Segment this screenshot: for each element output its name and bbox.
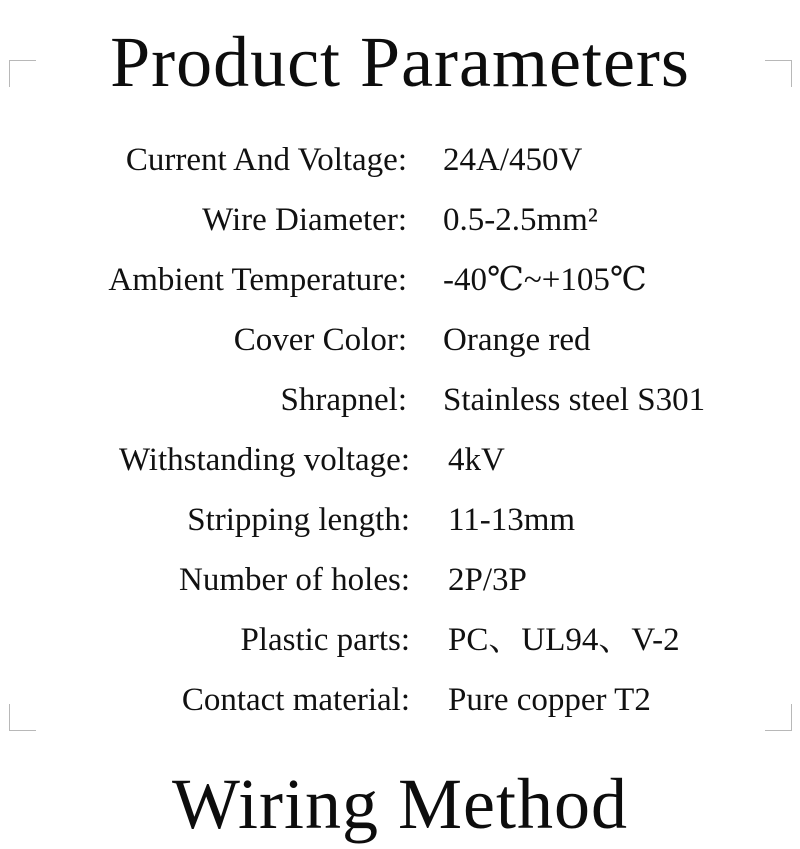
corner-mark-top-left [9,60,36,87]
parameter-row-plastic-parts [0,610,800,670]
parameter-label: Plastic parts: [240,622,410,658]
page-title: Product Parameters [110,22,690,102]
parameter-label: Cover Color: [233,322,407,358]
parameter-value: 0.5-2.5mm² [443,202,598,238]
parameter-value: Pure copper T2 [448,682,651,718]
parameter-row-wire-diameter [0,190,800,250]
section-title-wiring-method: Wiring Method [171,764,629,844]
parameter-value: Orange red [443,322,591,358]
parameter-row-number-of-holes [0,550,800,610]
corner-mark-top-right [765,60,792,87]
parameter-value: PC、UL94、V-2 [448,622,680,658]
parameter-label: Shrapnel: [280,382,407,418]
parameter-row-shrapnel [0,370,800,430]
parameter-row-ambient-temperature [0,250,800,310]
parameter-row-withstanding-voltage [0,430,800,490]
parameter-row-current-voltage [0,130,800,190]
parameter-table [0,130,800,730]
parameter-label: Wire Diameter: [202,202,407,238]
parameter-value: Stainless steel S301 [443,382,706,418]
parameter-row-stripping-length [0,490,800,550]
parameter-label: Stripping length: [187,502,410,538]
parameter-value: 24A/450V [443,142,583,178]
parameter-label: Contact material: [181,682,410,718]
parameter-value: 2P/3P [448,562,527,598]
parameter-label: Ambient Temperature: [108,262,407,298]
parameter-row-contact-material [0,670,800,730]
parameter-value: 4kV [448,442,505,478]
parameter-label: Withstanding voltage: [118,442,410,478]
parameter-value: 11-13mm [448,502,576,538]
parameter-value: -40℃~+105℃ [443,262,647,298]
parameter-row-cover-color [0,310,800,370]
parameter-label: Current And Voltage: [125,142,407,178]
parameter-label: Number of holes: [179,562,410,598]
